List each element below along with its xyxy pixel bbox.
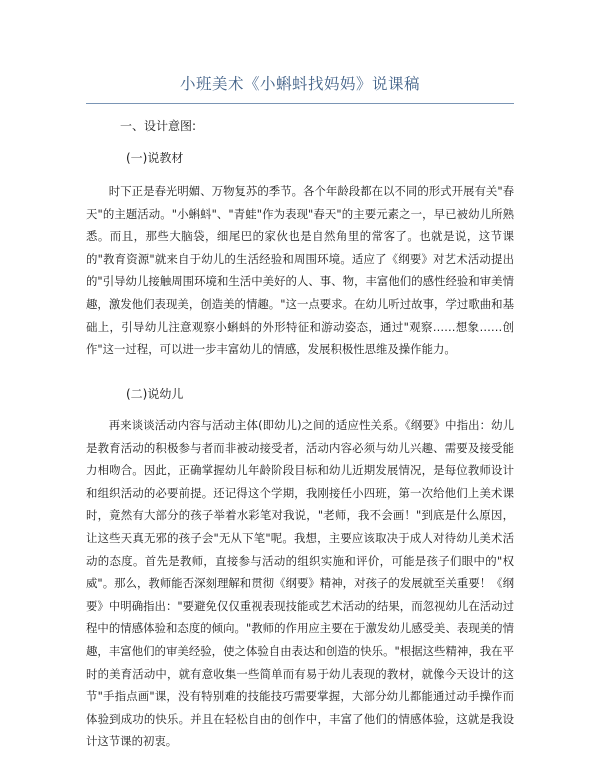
paragraph-children: 再来谈谈活动内容与活动主体(即幼儿)之间的适应性关系。《纲要》中指出：幼儿是教育活动的积极参与者而非被动接受者，活动内容必须与幼儿兴趣、需要及接受能力相吻合。因此，正确掌握幼儿年龄阶段目标和幼儿近期发展情况，是每位教师设计和组织活动的必要前提。还记得这个学期，我刚接任小四班，第一次给他们上美术课时，竟然有大部分的孩子举着水彩笔对我说，"老师，我不会画！"到底是什么原因，让这些天真无邪的孩子会"无从下笔"呢。我想，主要应该取决于成人对待幼儿美术活动的态度。首先是教师，直接参与活动的组织实施和评价，可能是孩子们眼中的"权威"。那么，教师能否深刻理解和贯彻《纲要》精神，对孩子的发展就至关重要！《纲要》中明确指出："要避免仅仅重视表现技能或艺术活动的结果，而忽视幼儿在活动过程中的情感体验和态度的倾向。"教师的作用应主要在于激发幼儿感受美、表现美的情趣，丰富他们的审美经验，使之体验自由表达和创造的快乐。"根据这些精神，我在平时的美育活动中，就有意收集一些简单而有易于幼儿表现的教材，就像今天设计的这节"手指点画"课，没有特别难的技能技巧需要掌握，大部分幼儿都能通过动手操作而体验到成功的快乐。并且在轻松自由的创作中，丰富了他们的情感体验，这就是我设计这节课的初衷。 [86, 418, 514, 749]
page-title: 小班美术《小蝌蚪找妈妈》说课稿 [86, 72, 514, 104]
subheading-children: (二)说幼儿 [126, 387, 184, 401]
section-heading-design-intent: 一、设计意图: [120, 119, 197, 133]
subheading-teaching-material: (一)说教材 [126, 151, 184, 165]
paragraph-teaching-material: 时下正是春光明媚、万物复苏的季节。各个年龄段都在以不同的形式开展有关"春天"的主题活动。"小蝌蚪"、"青蛙"作为表现"春天"的主要元素之一，早已被幼儿所熟悉。而且，那些大脑袋，细尾巴的家伙也是自然角里的常客了。也就是说，这节课的"教育资源"就来自于幼儿的生活经验和周围环境。适应了《纲要》对艺术活动提出的"引导幼儿接触周围环境和生活中美好的人、事、物，丰富他们的感性经验和审美情趣，激发他们表现美，创造美的情趣。"这一点要求。在幼儿听过故事，学过歌曲和基础上，引导幼儿注意观察小蝌蚪的外形特征和游动姿态，通过"观察……想象……创作"这一过程，可以进一步丰富幼儿的情感，发展积极性思维及操作能力。 [86, 184, 514, 357]
